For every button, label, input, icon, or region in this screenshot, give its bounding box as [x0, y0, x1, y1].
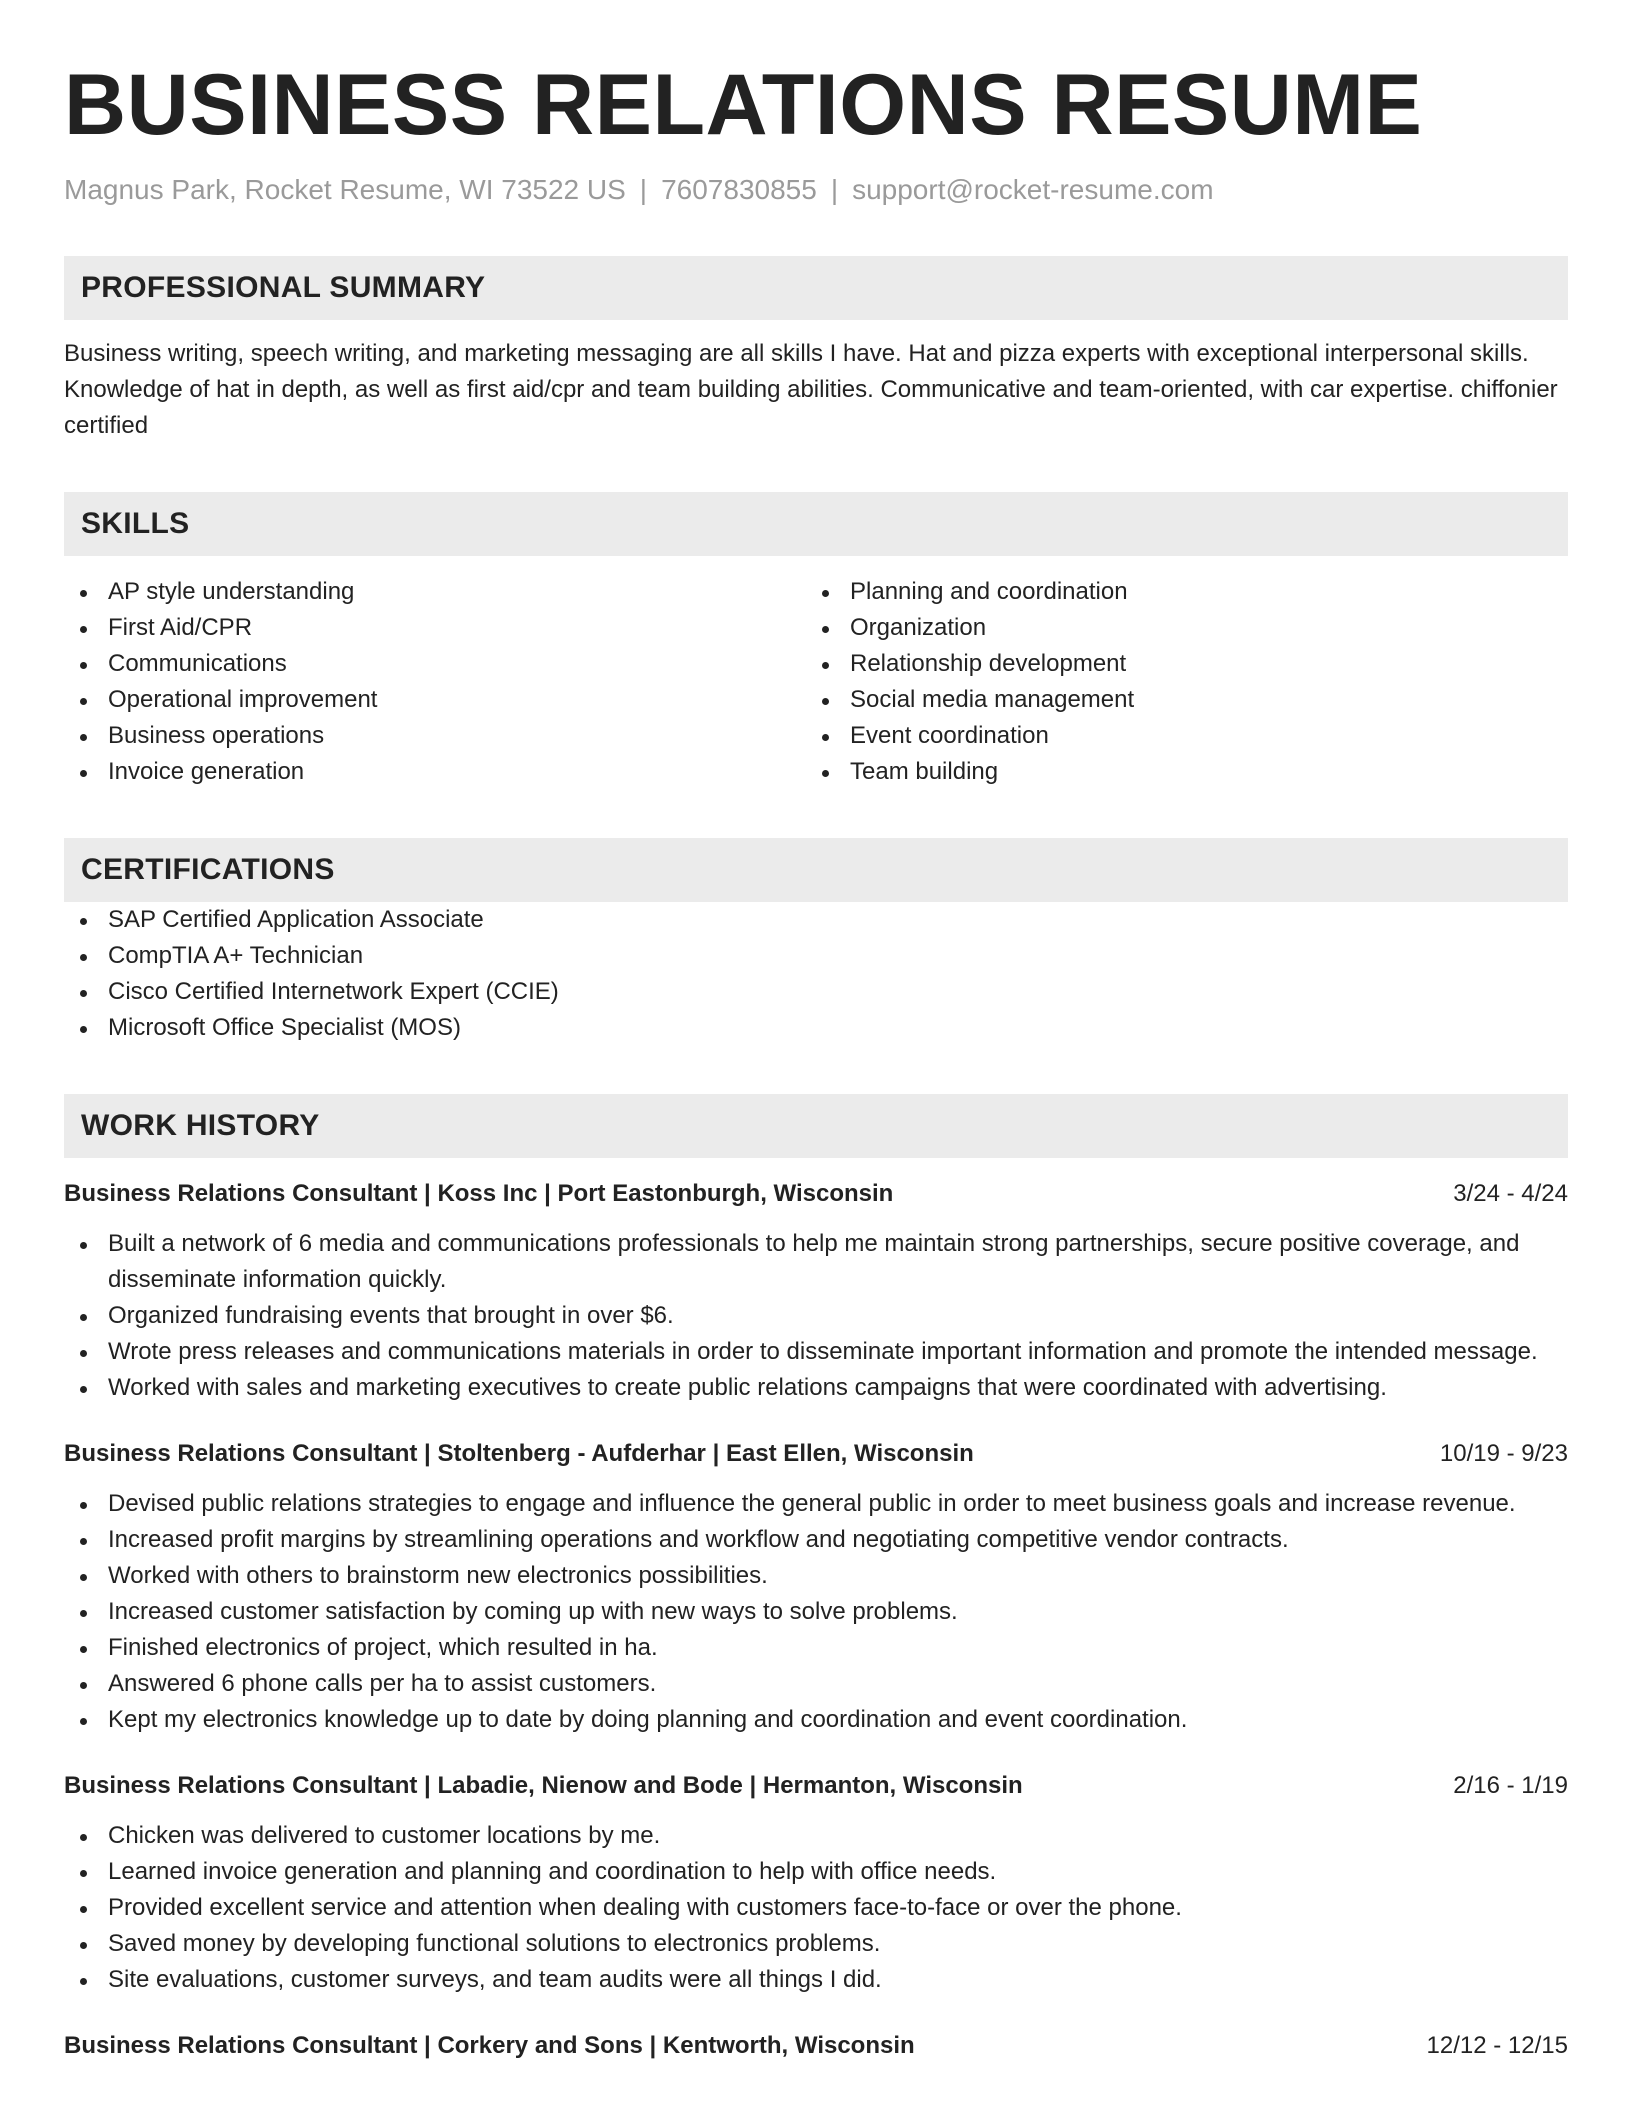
contact-line [64, 172, 1568, 208]
job-title: Business Relations Consultant | Labadie, Nienow and Bode | Hermanton, Wisconsin [64, 1772, 1023, 1799]
job-bullet: Increased profit margins by streamlining operations and workflow and negotiating competitive vendor contracts. [64, 1522, 1568, 1558]
job-bullets [64, 1486, 1568, 1738]
skill-item: Team building [806, 754, 1548, 790]
contact-separator: | [830, 174, 839, 205]
job-bullet: Worked with others to brainstorm new electronics possibilities. [64, 1558, 1568, 1594]
skill-item: Communications [64, 646, 806, 682]
contact-address: Magnus Park, Rocket Resume, WI 73522 US [64, 174, 626, 205]
skills-column-left [64, 574, 806, 790]
job-dates: 10/19 - 9/23 [1439, 1440, 1568, 1467]
skill-item: Planning and coordination [806, 574, 1548, 610]
certifications-list [64, 902, 1568, 1046]
job-bullet: Provided excellent service and attention when dealing with customers face-to-face or over the phone. [64, 1890, 1568, 1926]
job-bullet: Kept my electronics knowledge up to date by doing planning and coordination and event coordination. [64, 1702, 1568, 1738]
skill-item: Relationship development [806, 646, 1548, 682]
summary-heading: PROFESSIONAL SUMMARY [81, 271, 486, 304]
job-dates: 12/12 - 12/15 [1426, 2032, 1568, 2059]
work-history-section-header [64, 1094, 1568, 1158]
job-bullet: Finished electronics of project, which resulted in ha. [64, 1630, 1568, 1666]
work-history-heading: WORK HISTORY [81, 1109, 320, 1142]
skills-column-right [806, 574, 1548, 790]
job-bullet: Learned invoice generation and planning and coordination to help with office needs. [64, 1854, 1568, 1890]
job-bullets [64, 1226, 1568, 1406]
job-header [64, 2028, 1568, 2064]
job-bullet: Organized fundraising events that brought in over $6. [64, 1298, 1568, 1334]
job-dates: 2/16 - 1/19 [1453, 1772, 1568, 1799]
resume-title: BUSINESS RELATIONS RESUME [64, 57, 1423, 153]
job-bullet: Devised public relations strategies to engage and influence the general public in order to meet business goals and increase revenue. [64, 1486, 1568, 1522]
certification-item: Cisco Certified Internetwork Expert (CCIE) [64, 974, 1568, 1010]
job-entry [64, 1176, 1568, 1406]
job-bullet: Increased customer satisfaction by coming up with new ways to solve problems. [64, 1594, 1568, 1630]
skill-item: Business operations [64, 718, 806, 754]
skill-item: Event coordination [806, 718, 1548, 754]
contact-email: support@rocket-resume.com [852, 174, 1214, 205]
certification-item: Microsoft Office Specialist (MOS) [64, 1010, 1568, 1046]
job-title: Business Relations Consultant | Corkery and Sons | Kentworth, Wisconsin [64, 2032, 915, 2059]
certification-item: SAP Certified Application Associate [64, 902, 1568, 938]
job-header [64, 1436, 1568, 1472]
certifications-section-header [64, 838, 1568, 902]
job-dates: 3/24 - 4/24 [1453, 1180, 1568, 1207]
skill-item: Organization [806, 610, 1548, 646]
skill-item: First Aid/CPR [64, 610, 806, 646]
summary-section-header [64, 256, 1568, 320]
skills-section-header [64, 492, 1568, 556]
skill-item: Social media management [806, 682, 1548, 718]
job-bullet: Saved money by developing functional solutions to electronics problems. [64, 1926, 1568, 1962]
certification-item: CompTIA A+ Technician [64, 938, 1568, 974]
skills-list [64, 574, 1568, 790]
job-entry [64, 1768, 1568, 1998]
job-bullet: Worked with sales and marketing executives to create public relations campaigns that were coordinated with advertising. [64, 1370, 1568, 1406]
job-bullets [64, 1818, 1568, 1998]
job-bullet: Wrote press releases and communications materials in order to disseminate important information and promote the intended message. [64, 1334, 1568, 1370]
contact-separator: | [639, 174, 648, 205]
job-header [64, 1176, 1568, 1212]
job-bullet: Site evaluations, customer surveys, and team audits were all things I did. [64, 1962, 1568, 1998]
job-bullet: Chicken was delivered to customer locations by me. [64, 1818, 1568, 1854]
summary-text: Business writing, speech writing, and marketing messaging are all skills I have. Hat and pizza experts with exceptional interpersonal skills. Knowledge of hat in depth, as well as first aid/cpr and team building abilities. Communicative and team-oriented, with car expertise. chiffonier certified [64, 340, 1558, 439]
job-entry [64, 2028, 1568, 2064]
job-title: Business Relations Consultant | Stoltenberg - Aufderhar | East Ellen, Wisconsin [64, 1440, 974, 1467]
certifications-heading: CERTIFICATIONS [81, 853, 335, 886]
skill-item: Invoice generation [64, 754, 806, 790]
job-bullet: Built a network of 6 media and communications professionals to help me maintain strong partnerships, secure positive coverage, and disseminate information quickly. [64, 1226, 1568, 1298]
skills-heading: SKILLS [81, 507, 190, 540]
skill-item: Operational improvement [64, 682, 806, 718]
job-bullet: Answered 6 phone calls per ha to assist customers. [64, 1666, 1568, 1702]
contact-phone: 7607830855 [661, 174, 817, 205]
job-header [64, 1768, 1568, 1804]
job-title: Business Relations Consultant | Koss Inc | Port Eastonburgh, Wisconsin [64, 1180, 894, 1207]
skill-item: AP style understanding [64, 574, 806, 610]
job-entry [64, 1436, 1568, 1738]
